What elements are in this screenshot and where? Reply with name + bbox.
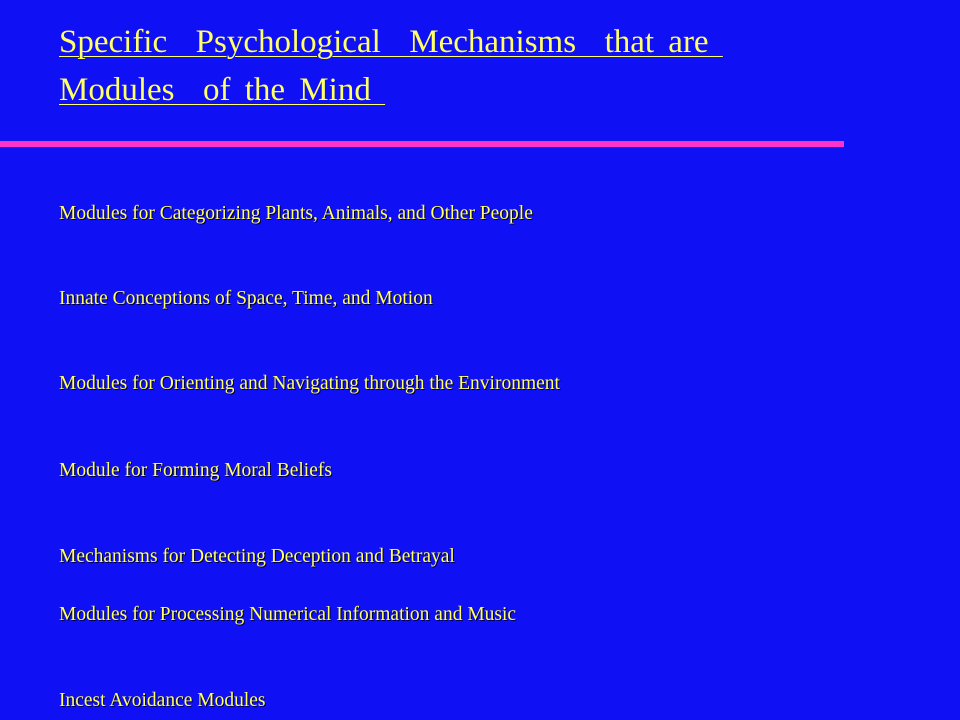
list-item-deception: Mechanisms for Detecting Deception and Betrayal xyxy=(59,546,455,567)
slide-title xyxy=(59,18,859,114)
list-item-categorizing: Modules for Categorizing Plants, Animals, and Other People xyxy=(59,203,533,224)
list-item-numerical-music: Modules for Processing Numerical Information and Music xyxy=(59,604,517,625)
list-item-navigating: Modules for Orienting and Navigating through the Environment xyxy=(59,373,560,394)
list-item-incest-avoidance: Incest Avoidance Modules xyxy=(59,690,266,711)
title-divider xyxy=(0,141,844,147)
list-item-space-time-motion: Innate Conceptions of Space, Time, and Motion xyxy=(59,288,433,309)
slide-title-line-2: Modules of the Mind xyxy=(59,72,386,108)
slide-title-line-1: Specific Psychological Mechanisms that are xyxy=(59,24,723,60)
list-item-moral-beliefs: Module for Forming Moral Beliefs xyxy=(59,460,332,481)
